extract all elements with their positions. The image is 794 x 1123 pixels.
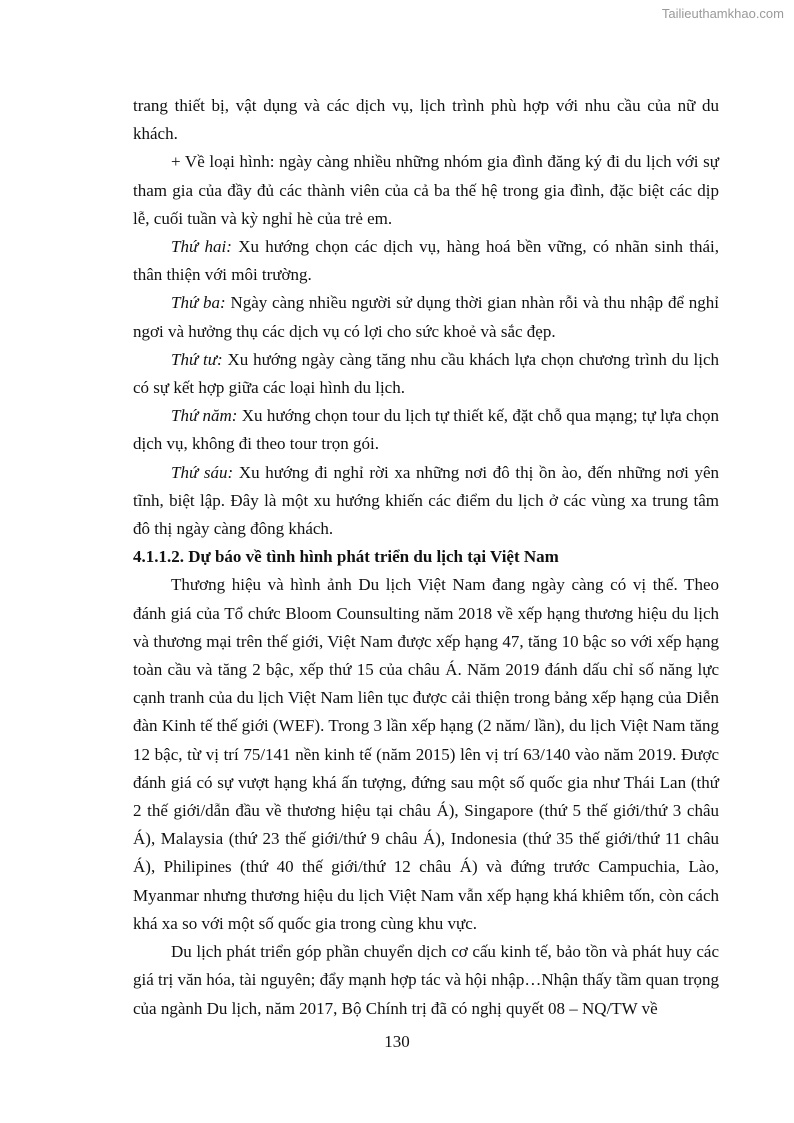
paragraph-development: Du lịch phát triển góp phần chuyển dịch cơ cấu kinh tế, bảo tồn và phát huy các giá trị văn hóa, tài nguyên; đẩy mạnh hợp tác và hội nhập…Nhận thấy tầm quan trọng của ngành Du lịch, năm 2017, Bộ Chính trị đã có nghị quyết 08 – NQ/TW về [133, 942, 719, 1018]
paragraph-family-type [133, 148, 719, 233]
paragraph-lead: Thứ ba: [171, 293, 226, 313]
paragraph-lead: Thứ tư: [171, 349, 223, 369]
paragraph-continuation [133, 92, 719, 148]
document-body [133, 92, 719, 1023]
paragraph-second-trend [133, 233, 719, 289]
paragraph-third-trend [133, 289, 719, 345]
paragraph-text: trang thiết bị, vật dụng và các dịch vụ, lịch trình phù hợp với nhu cầu của nữ du khách. [133, 96, 719, 144]
paragraph-text: Ngày càng nhiều người sử dụng thời gian nhàn rỗi và thu nhập để nghỉ ngơi và hưởng thụ các dịch vụ có lợi cho sức khoẻ và sắc đẹp. [133, 293, 720, 341]
section-heading: 4.1.1.2. Dự báo về tình hình phát triển du lịch tại Việt Nam [133, 547, 559, 567]
paragraph-sixth-trend [133, 459, 719, 544]
paragraph-lead: Thứ năm: [171, 406, 238, 426]
page-number: 130 [384, 1032, 410, 1051]
paragraph-text: Xu hướng ngày càng tăng nhu cầu khách lựa chọn chương trình du lịch có sự kết hợp giữa các loại hình du lịch. [133, 349, 719, 398]
paragraph-fifth-trend [133, 402, 719, 458]
paragraph-text: Xu hướng chọn các dịch vụ, hàng hoá bền vững, có nhãn sinh thái, thân thiện với môi trường. [133, 237, 719, 285]
paragraph-fourth-trend [133, 346, 719, 402]
paragraph-text: + Về loại hình: ngày càng nhiều những nhóm gia đình đăng ký đi du lịch với sự tham gia của đầy đủ các thành viên của cả ba thế hệ trong gia đình, đặc biệt các dịp lễ, cuối tuần và kỳ nghỉ hè của trẻ em. [133, 152, 719, 228]
watermark: Tailieuthamkhao.com [661, 6, 784, 21]
paragraph-brand-ranking: Thương hiệu và hình ảnh Du lịch Việt Nam đang ngày càng có vị thế. Theo đánh giá của Tổ chức Bloom Counsulting năm 2018 về xếp hạng thương hiệu du lịch và thương mại trên thế giới, Việt Nam được xếp hạng 47, tăng 10 bậc so với xếp hạng toàn cầu và tăng 2 bậc, xếp thứ 15 của châu Á. Năm 2019 đánh dấu chỉ số năng lực cạnh tranh của du lịch Việt Nam liên tục được cải thiện trong bảng xếp hạng của Diễn đàn Kinh tế thế giới (WEF). Trong 3 lần xếp hạng (2 năm/ lần), du lịch Việt Nam tăng 12 bậc, từ vị trí 75/141 nền kinh tế (năm 2015) lên vị trí 63/140 vào năm 2019. Được đánh giá có sự vượt hạng khá ấn tượng, đứng sau một số quốc gia như Thái Lan (thứ 2 thế giới/dẫn đầu về thương hiệu tại châu Á), Singapore (thứ 5 thế giới/thứ 3 châu Á), Malaysia (thứ 23 thế giới/thứ 9 châu Á), Indonesia (thứ 35 thế giới/thứ 11 châu Á), Philipines (thứ 40 thế giới/thứ 12 châu Á) và đứng trước Campuchia, Lào, Myanmar nhưng thương hiệu du lịch Việt Nam vẫn xếp hạng khá khiêm tốn, còn cách khá xa so với một số quốc gia trong cùng khu vực. [133, 575, 719, 933]
paragraph-text: Xu hướng đi nghỉ rời xa những nơi đô thị ồn ào, đến những nơi yên tĩnh, biệt lập. Đây là một xu hướng khiến các điểm du lịch ở các vùng xa trung tâm đô thị ngày càng đông khách. [133, 462, 719, 539]
paragraph-text: Xu hướng chọn tour du lịch tự thiết kế, đặt chỗ qua mạng; tự lựa chọn dịch vụ, không đi theo tour trọn gói. [133, 406, 719, 454]
paragraph-lead: Thứ sáu: [171, 462, 234, 482]
paragraph-lead: Thứ hai: [171, 237, 232, 257]
